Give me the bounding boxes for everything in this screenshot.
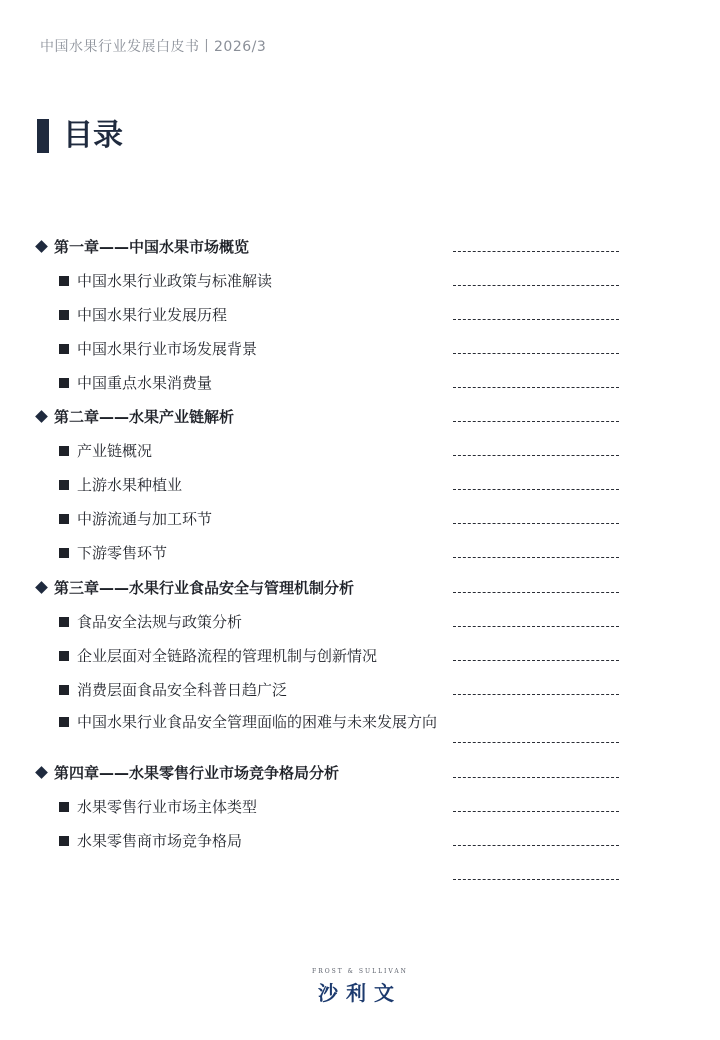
toc-leader-line [453,845,619,846]
toc-leader-extra [453,879,619,880]
toc-section-row[interactable] [0,679,720,703]
toc-section-title: 消费层面食品安全科普日趋广泛 [77,681,288,699]
square-bullet-icon [59,617,69,627]
square-bullet-icon [59,514,69,524]
square-bullet-icon [59,836,69,846]
brand-chinese: 沙利文 [318,981,402,1005]
toc-section-row[interactable] [0,338,720,362]
toc-section-title: 中国水果行业市场发展背景 [77,340,258,358]
toc-section-title: 水果零售行业市场主体类型 [77,798,258,816]
square-bullet-icon [59,651,69,661]
toc-section-row[interactable] [0,440,720,464]
toc-section-row[interactable] [0,542,720,566]
square-bullet-icon [59,548,69,558]
toc-title-text: 目录 [63,118,123,153]
toc-section-title: 中国水果行业食品安全管理面临的困难与未来发展方向 [77,713,438,731]
toc-chapter-row[interactable] [0,762,720,786]
toc-section-title: 企业层面对全链路流程的管理机制与创新情况 [77,647,378,665]
toc-chapter-title: 第四章——水果零售行业市场竞争格局分析 [54,764,340,782]
toc-leader-line [453,353,619,354]
square-bullet-icon [59,480,69,490]
toc-leader-line [453,421,619,422]
toc-chapter-title: 第三章——水果行业食品安全与管理机制分析 [54,579,355,597]
diamond-bullet-icon [35,240,48,253]
diamond-bullet-icon [35,410,48,423]
toc-title [37,118,123,154]
toc-section-row[interactable] [0,645,720,669]
brand-english: FROST & SULLIVAN [312,968,408,975]
toc-section-row[interactable] [0,830,720,854]
toc-leader-line [453,489,619,490]
toc-section-row[interactable] [0,796,720,820]
toc-chapter-title: 第二章——水果产业链解析 [54,408,235,426]
toc-leader-line [453,811,619,812]
toc-chapter-row[interactable] [0,577,720,601]
toc-section-row[interactable] [0,508,720,532]
square-bullet-icon [59,717,69,727]
toc-leader-line [453,455,619,456]
square-bullet-icon [59,446,69,456]
toc-section-title: 水果零售商市场竞争格局 [77,832,243,850]
toc-section-title: 中游流通与加工环节 [77,510,213,528]
toc-leader-line [453,557,619,558]
toc-leader-line [453,319,619,320]
toc-section-row[interactable] [0,711,720,735]
diamond-bullet-icon [35,766,48,779]
toc-leader-line [453,285,619,286]
toc-leader-line [453,626,619,627]
toc-leader-line [453,592,619,593]
title-accent-bar [37,119,49,153]
toc-leader-line [453,694,619,695]
toc-section-row[interactable] [0,304,720,328]
toc-section-row[interactable] [0,372,720,396]
toc-section-title: 中国重点水果消费量 [77,374,213,392]
square-bullet-icon [59,802,69,812]
toc-chapter-title: 第一章——中国水果市场概览 [54,238,250,256]
square-bullet-icon [59,276,69,286]
toc-leader-line [453,742,619,743]
diamond-bullet-icon [35,581,48,594]
square-bullet-icon [59,378,69,388]
toc-section-row[interactable] [0,611,720,635]
toc-section-title: 食品安全法规与政策分析 [77,613,243,631]
toc-leader-line [453,523,619,524]
toc-section-title: 产业链概况 [77,442,153,460]
toc-leader-line [453,660,619,661]
document-header: 中国水果行业发展白皮书丨2026/3 [40,39,267,55]
toc-leader-line [453,777,619,778]
square-bullet-icon [59,310,69,320]
toc-section-title: 中国水果行业政策与标准解读 [77,272,273,290]
footer-logo [290,968,430,1006]
toc-leader-line [453,387,619,388]
toc-section-title: 中国水果行业发展历程 [77,306,228,324]
square-bullet-icon [59,344,69,354]
toc-chapter-row[interactable] [0,236,720,260]
toc-section-row[interactable] [0,474,720,498]
toc-section-row[interactable] [0,270,720,294]
toc-leader-line [453,251,619,252]
toc-section-title: 上游水果种植业 [77,476,183,494]
toc-section-title: 下游零售环节 [77,544,168,562]
square-bullet-icon [59,685,69,695]
toc-chapter-row[interactable] [0,406,720,430]
